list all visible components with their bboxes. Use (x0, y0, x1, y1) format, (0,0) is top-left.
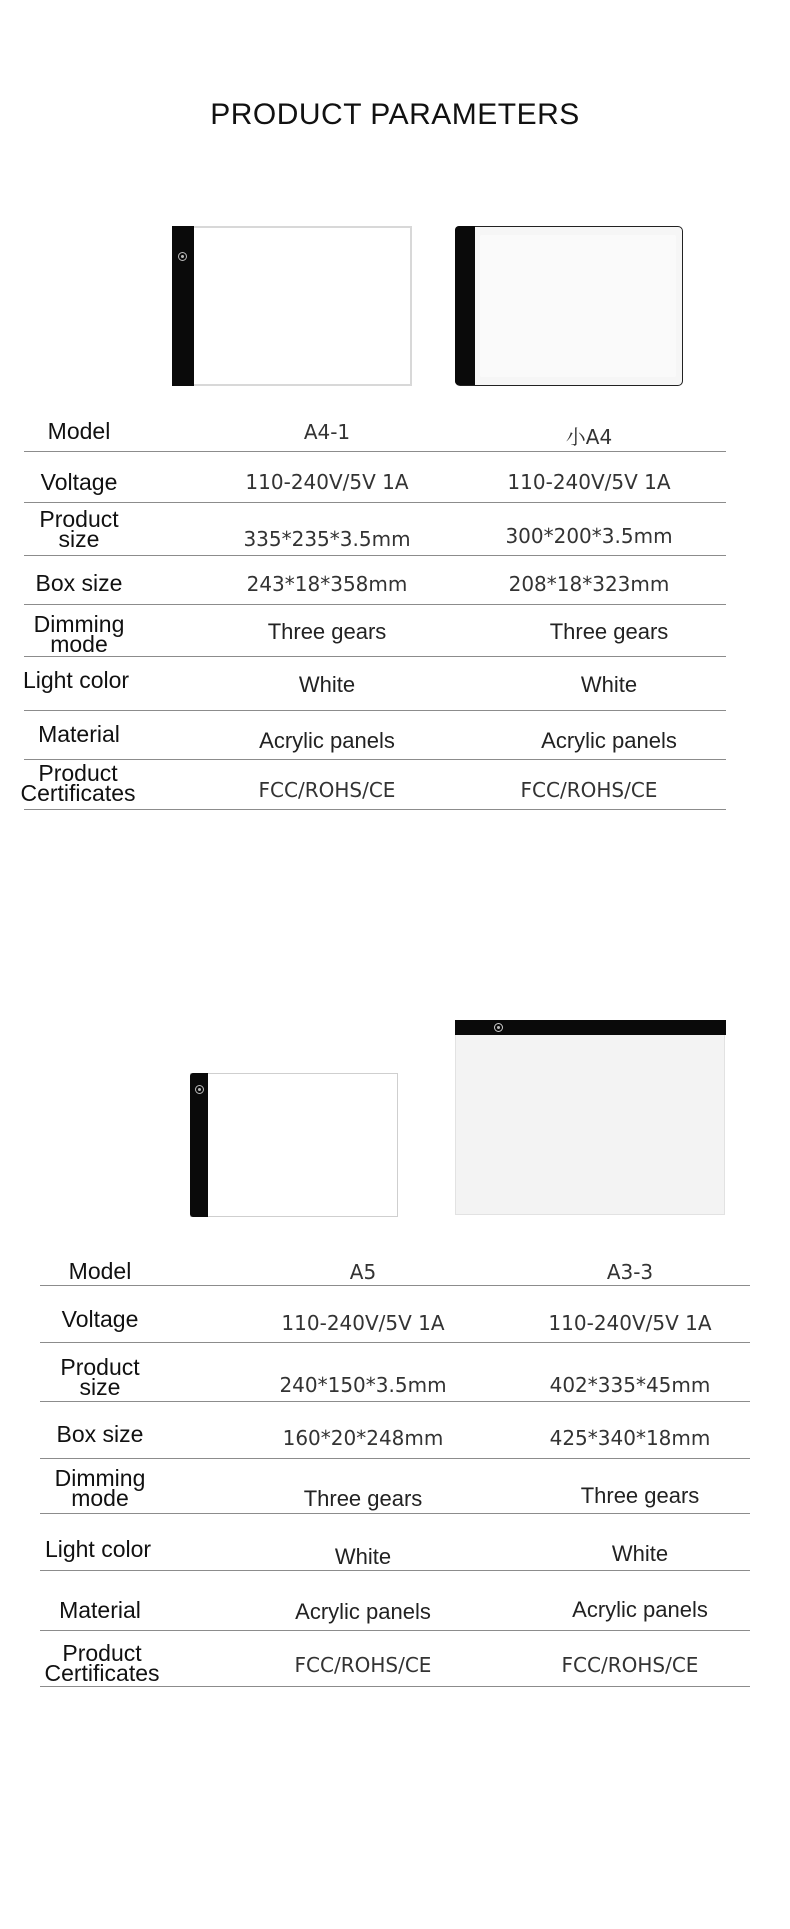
light-color-label: Light color (44, 1536, 152, 1562)
light-color-value: White (611, 1541, 669, 1566)
voltage-label: Voltage (40, 469, 118, 495)
dimming-label: Dimming mode (33, 611, 125, 657)
certificates-value: FCC/ROHS/CE (294, 1653, 432, 1677)
model-row (40, 1238, 750, 1286)
light-color-value: White (334, 1544, 392, 1569)
dimming-value: Three gears (580, 1483, 700, 1508)
box-size-value: 160*20*248mm (282, 1426, 444, 1450)
voltage-value: 110-240V/5V 1A (507, 470, 671, 494)
model-value: A5 (349, 1260, 377, 1284)
voltage-value: 110-240V/5V 1A (245, 470, 409, 494)
light-color-value: White (580, 672, 638, 697)
product-size-value: 335*235*3.5mm (243, 527, 411, 551)
material-value: Acrylic panels (259, 728, 395, 753)
box-size-label: Box size (56, 1421, 144, 1447)
certificates-label: Product Certificates (20, 760, 136, 806)
light-color-value: White (298, 672, 356, 697)
model-value: A4-1 (303, 420, 351, 444)
product-size-value: 402*335*45mm (549, 1373, 711, 1397)
voltage-value: 110-240V/5V 1A (281, 1311, 445, 1335)
voltage-value: 110-240V/5V 1A (548, 1311, 712, 1335)
certificates-value: FCC/ROHS/CE (561, 1653, 699, 1677)
material-row (40, 1571, 750, 1631)
box-size-value: 208*18*323mm (508, 572, 670, 596)
material-label: Material (38, 721, 120, 747)
material-value: Acrylic panels (295, 1599, 431, 1624)
model-value: A3-3 (606, 1260, 654, 1284)
material-value: Acrylic panels (541, 728, 677, 753)
certificates-label: Product Certificates (44, 1640, 160, 1686)
dimming-value: Three gears (267, 619, 387, 644)
product-size-row (40, 1343, 750, 1402)
box-size-row (40, 1402, 750, 1459)
model-value: 小A4 (565, 425, 613, 449)
certificates-value: FCC/ROHS/CE (520, 778, 658, 802)
voltage-label: Voltage (61, 1306, 139, 1332)
product-size-label: Product size (60, 1354, 140, 1400)
product-size-label: Product size (39, 506, 119, 552)
product-size-value: 300*200*3.5mm (505, 524, 673, 548)
box-size-value: 425*340*18mm (549, 1426, 711, 1450)
light-color-row (40, 1514, 750, 1571)
dimming-value: Three gears (303, 1486, 423, 1511)
model-label: Model (47, 418, 111, 444)
certificates-row (40, 1631, 750, 1687)
model-label: Model (68, 1258, 132, 1284)
box-size-label: Box size (35, 570, 123, 596)
material-value: Acrylic panels (572, 1597, 708, 1622)
dimming-label: Dimming mode (54, 1465, 146, 1511)
product-size-value: 240*150*3.5mm (279, 1373, 447, 1397)
dimming-row (40, 1459, 750, 1514)
material-label: Material (59, 1597, 141, 1623)
dimming-value: Three gears (549, 619, 669, 644)
page-title: PRODUCT PARAMETERS (210, 98, 580, 131)
light-color-label: Light color (22, 667, 130, 693)
box-size-value: 243*18*358mm (246, 572, 408, 596)
certificates-value: FCC/ROHS/CE (258, 778, 396, 802)
voltage-row (40, 1286, 750, 1343)
